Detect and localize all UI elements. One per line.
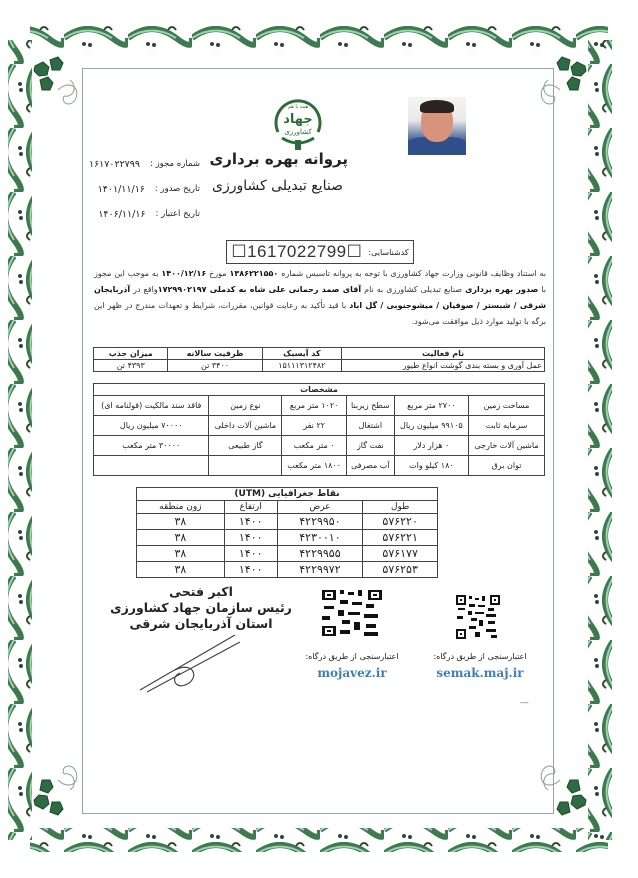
qr-code-semak bbox=[455, 594, 501, 640]
meta-value: ۱۴۰۶/۱۱/۱۶ bbox=[98, 209, 146, 220]
para-text: با قید تأکید به رعایت قوانین، مقررات، شرایط و تعهدات مندرج در ظهر این برگه با تولید موارد ذیل موافقت می‌شود. bbox=[94, 301, 546, 326]
cell: ۲۲ نفر bbox=[282, 416, 347, 436]
table-row bbox=[137, 546, 438, 562]
founding-license-date: ۱۴۰۰/۱۲/۱۶ bbox=[161, 269, 207, 278]
footer-mark: --- bbox=[520, 698, 529, 707]
table-row bbox=[94, 396, 545, 416]
border-bottom bbox=[30, 828, 608, 852]
cell: ماشین آلات داخلی bbox=[209, 416, 282, 436]
border-top bbox=[30, 26, 608, 50]
header-cell: زون منطقه bbox=[137, 501, 225, 514]
cell: نوع زمین bbox=[209, 396, 282, 416]
cell: سرمایه ثابت bbox=[469, 416, 545, 436]
cell: نفت گاز bbox=[346, 436, 394, 456]
cell: ۱۴۰۰ bbox=[224, 514, 277, 530]
table-row bbox=[137, 562, 438, 578]
cell: گاز طبیعی bbox=[209, 436, 282, 456]
logo-top-text: همه با هم bbox=[287, 104, 309, 110]
cell: مساحت زمین bbox=[469, 396, 545, 416]
cell bbox=[209, 456, 282, 476]
table-row bbox=[94, 436, 545, 456]
cell: ۱۴۰۰ bbox=[224, 530, 277, 546]
para-text: مورخ bbox=[206, 269, 230, 278]
cell: ۴۲۲۹۹۵۵ bbox=[277, 546, 363, 562]
header-cell: کد آیسیک bbox=[262, 348, 341, 360]
signatory-block bbox=[96, 584, 306, 632]
cell: ۱۴۰۰ bbox=[224, 562, 277, 578]
tracking-code-value: ☐1617022799☐ bbox=[231, 242, 363, 261]
cell: ۱۰۲۰ متر مربع bbox=[282, 396, 347, 416]
cell: ۳۴۰۰ تن bbox=[168, 360, 262, 372]
license-number bbox=[89, 159, 200, 170]
cell: ۳۸ bbox=[137, 546, 225, 562]
verification-link-semak[interactable]: semak.maj.ir bbox=[436, 666, 524, 680]
header-cell: عرض bbox=[277, 501, 363, 514]
header-cell: میزان جذب bbox=[94, 348, 168, 360]
cell: ۱۴۰۰ bbox=[224, 546, 277, 562]
cell: ۵۷۶۲۵۳ bbox=[363, 562, 438, 578]
table-row bbox=[137, 514, 438, 530]
border-right bbox=[588, 40, 612, 840]
table-row bbox=[94, 456, 545, 476]
cell: ۵۷۶۱۷۷ bbox=[363, 546, 438, 562]
header-cell: نام فعالیت bbox=[342, 348, 545, 360]
cell: ۵۷۶۲۲۰ bbox=[363, 514, 438, 530]
cell: ۴۲۲۹۹۷۲ bbox=[277, 562, 363, 578]
meta-label: شماره مجوز : bbox=[150, 159, 200, 169]
cell: اشتغال bbox=[346, 416, 394, 436]
cell: ۳۸ bbox=[137, 562, 225, 578]
utm-title: نقاط جغرافیایی (UTM) bbox=[137, 488, 438, 501]
header-cell: ظرفیت سالانه bbox=[168, 348, 262, 360]
cell: ۱۵۱۱۱۳۱۲۴۸۲ bbox=[262, 360, 341, 372]
para-text: به موجب این مجوز با bbox=[94, 269, 546, 294]
cell: توان برق bbox=[469, 456, 545, 476]
table-row bbox=[137, 530, 438, 546]
para-text: واقع در bbox=[130, 285, 158, 294]
table-header-row bbox=[94, 348, 545, 360]
verification-caption: اعتبارسنجی از طریق درگاه: bbox=[305, 652, 399, 661]
specifications-table bbox=[93, 383, 545, 476]
table-row bbox=[94, 360, 545, 372]
logo-main-text: جهاد bbox=[283, 112, 313, 127]
table-row bbox=[94, 416, 545, 436]
cell: آب مصرفی bbox=[346, 456, 394, 476]
cell: ۳۰۰۰۰ متر مکعب bbox=[94, 436, 209, 456]
cell: ۴۲۲۹۹۵۰ bbox=[277, 514, 363, 530]
cell: ۳۸ bbox=[137, 530, 225, 546]
cell: فاقد سند مالکیت (قولنامه ای) bbox=[94, 396, 209, 416]
verification-caption: اعتبارسنجی از طریق درگاه: bbox=[433, 652, 527, 661]
verification-link-mojavez[interactable]: mojavez.ir bbox=[317, 666, 387, 680]
founding-license-number: ۱۳۸۶۲۲۱۵۵۰ bbox=[229, 269, 279, 278]
border-left bbox=[8, 40, 32, 840]
issue-date bbox=[98, 184, 200, 195]
cell: ۵۷۶۲۲۱ bbox=[363, 530, 438, 546]
cell: ماشین آلات خارجی bbox=[469, 436, 545, 456]
issue-type: صدور بهره برداری bbox=[465, 285, 539, 294]
activity-table bbox=[93, 347, 545, 372]
cell: ۱۸۰ کیلو وات bbox=[394, 456, 468, 476]
signature bbox=[135, 630, 245, 695]
table-header-row bbox=[137, 501, 438, 514]
cell: ۰ متر مکعب bbox=[282, 436, 347, 456]
cell: ۹۹۱۰۵ میلیون ریال bbox=[394, 416, 468, 436]
header-cell: ارتفاع bbox=[224, 501, 277, 514]
cell: ۲۷۰۰ متر مربع bbox=[394, 396, 468, 416]
cell: ۷۰۰۰۰ میلیون ریال bbox=[94, 416, 209, 436]
header-cell: طول bbox=[363, 501, 438, 514]
owner-name: آقای صمد رحمانی علی شاه به کدملی ۱۷۲۹۹۰۲۱۹۷ bbox=[157, 285, 362, 294]
jahad-keshavarzi-logo bbox=[268, 92, 328, 154]
meta-label: تاریخ صدور : bbox=[154, 184, 200, 194]
document-subtitle: صنایع تبدیلی کشاورزی bbox=[212, 178, 343, 194]
meta-label: تاریخ اعتبار : bbox=[155, 209, 200, 219]
tracking-code-box bbox=[226, 240, 414, 264]
signatory-name: اکبر فتحی bbox=[169, 584, 233, 599]
meta-value: ۱۴۰۱/۱۱/۱۶ bbox=[97, 184, 145, 195]
expiry-date bbox=[98, 209, 200, 220]
document-title: پروانه بهره برداری bbox=[209, 150, 348, 168]
meta-value: ۱۶۱۷۰۲۲۷۹۹ bbox=[88, 159, 140, 170]
cell: ۰ هزار دلار bbox=[394, 436, 468, 456]
cell: سطح زیربنا bbox=[346, 396, 394, 416]
cell: عمل آوری و بسته بندی گوشت انواع طیور bbox=[342, 360, 545, 372]
para-text: به استناد وظایف قانونی وزارت جهاد کشاورزی با توجه به پروانه تاسیس شماره bbox=[278, 269, 547, 278]
cell: ۱۸۰۰ متر مکعب bbox=[282, 456, 347, 476]
location: آذربایجان شرقی / شبستر / صوفیان / میشوجنوبی / گل اباد bbox=[94, 285, 546, 310]
specs-title: مشخصات bbox=[94, 384, 545, 396]
tracking-code-label: کدشناسایی: bbox=[368, 247, 409, 257]
cell: ۳۸ bbox=[137, 514, 225, 530]
utm-coordinates-table bbox=[136, 487, 438, 578]
holder-photo bbox=[408, 97, 466, 155]
logo-sub-text: کشاورزی bbox=[284, 128, 312, 136]
cell: ۴۲۳۰۰۱۰ bbox=[277, 530, 363, 546]
license-paragraph bbox=[94, 266, 546, 330]
signatory-title: رئیس سازمان جهاد کشاورزی استان آذربایجان شرقی bbox=[110, 600, 292, 631]
cell: ۴۳۹۳ تن bbox=[94, 360, 168, 372]
qr-code-mojavez bbox=[320, 588, 384, 638]
para-text: صنایع تبدیلی کشاورزی به نام bbox=[361, 285, 466, 294]
cell bbox=[94, 456, 209, 476]
